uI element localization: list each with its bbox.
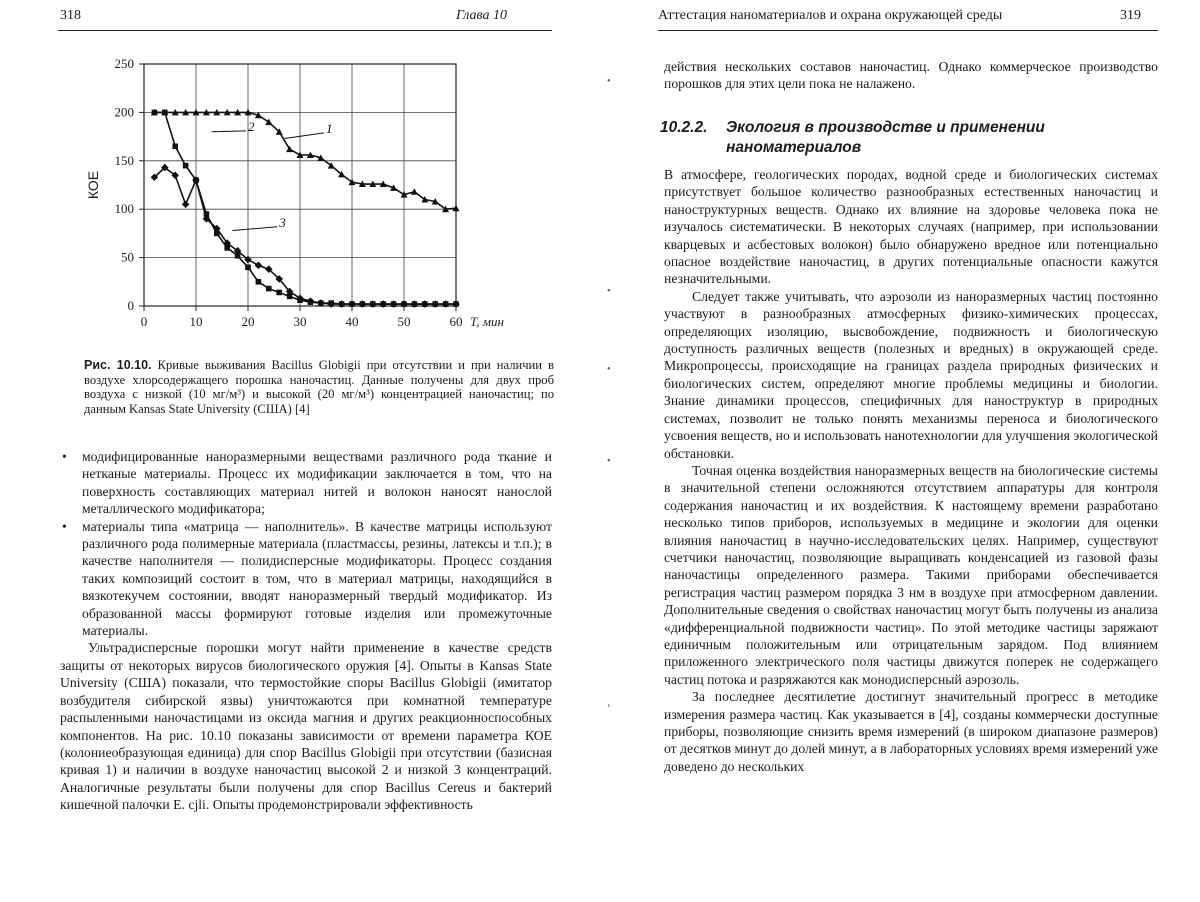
series-label-1: 1 xyxy=(326,120,333,136)
paragraph: В атмосфере, геологических породах, водной среде и биологических системах присутствует большое количество разнообразных естественных наночастиц и наноструктурных веществ. Однако их влияние на здоровье человека пока не изучалось систематически. В некоторых случаях (например, при использовании кварцевых и асбестовых волокон) было обнаружено вредное или потенциально опасное воздействие наночастиц, в других потенциальные опасности кажутся незначительными. xyxy=(664,167,1158,287)
paragraph: За последнее десятилетие достигнут значительный прогресс в методике измерения размера частиц. Как указывается в [4], созданы коммерчески доступные приборы, позволяющие снизить время измерений (в широком диапазоне размеров) от десятков минут до долей минут, а в лабораторных условиях время измерений уже доведено до нескольких xyxy=(664,689,1158,774)
data-point-series-2 xyxy=(245,264,251,270)
bullet-list xyxy=(60,448,552,639)
section-number: 10.2.2. xyxy=(660,119,708,136)
y-tick-label: 50 xyxy=(121,249,134,265)
right-intro xyxy=(664,58,1158,93)
y-tick-label: 200 xyxy=(114,104,134,120)
data-point-series-1 xyxy=(286,146,293,153)
header-rule-right xyxy=(658,30,1158,31)
page-number-right: 319 xyxy=(1120,8,1141,23)
right-body xyxy=(664,166,1158,775)
series-label-3: 3 xyxy=(279,214,286,230)
paragraph: Точная оценка воздействия наноразмерных веществ на биологические системы в значительной степени осложняются отсутствием аппаратуры для контроля содержания наночастиц и их воздействия. К настоящему времени разработано несколько типов приборов, используемых в медицине и экологии для оценки влияния наночастиц в научно-исследовательских целях. Например, существуют счетчики наночастиц, позволяющие выращивать конденсацией из газовой фазы наночастицы определенного размера. Такими приборами обеспечивается регистрация частиц размером порядка 3 нм в воздухе при атмосферном давлении. Дополнительные сведения о свойствах наночастиц могут быть получены из анализа «дифференциальной подвижности частиц». По этой методике частицы заряжают единичным положительным или отрицательным зарядом. Под влиянием приложенного электрического поля частицы движутся поперек не содержащего частиц потока и разряжаются как монодисперсный аэрозоль. xyxy=(664,462,1158,687)
series-leader-3 xyxy=(232,227,277,231)
y-tick-label: 150 xyxy=(114,152,134,168)
running-head-right: Аттестация наноматериалов и охрана окружающей среды xyxy=(658,8,1003,23)
paragraph: Следует также учитывать, что аэрозоли из наноразмерных частиц постоянно участвуют в разнообразных атмосферных физико-химических процессах, определяющих изоляцию, высвобождение, подвижность и биологическую доступность различных веществ (полезных и вредных) в окружающей среде. Микропроцессы, происходящие на границах раздела природных физических и биологических систем, определяют многие проблемы медицины и биологии. Знание динамики процессов, специфичных для наноструктур в природных системах, позволит не только понять механизмы переноса и биологического усвоения веществ, но и использовать нанотехнологии для улучшения экологической обстановки. xyxy=(664,288,1158,461)
x-tick-label: 50 xyxy=(397,314,411,329)
figure-label: Рис. 10.10. xyxy=(84,358,152,372)
gutter-dot: • xyxy=(607,286,611,297)
survival-chart xyxy=(78,52,505,342)
page-number-left: 318 xyxy=(60,8,81,23)
x-tick-label: 20 xyxy=(241,314,255,329)
running-head-left: Глава 10 xyxy=(456,8,507,23)
figure-caption xyxy=(84,358,554,416)
data-point-series-2 xyxy=(256,279,262,285)
x-tick-label: 30 xyxy=(293,314,307,329)
gutter-dot: • xyxy=(607,364,611,375)
x-tick-label: 60 xyxy=(449,314,463,329)
data-point-series-1 xyxy=(411,188,418,195)
left-body xyxy=(60,448,552,814)
list-item: • модифицированные наноразмерными веществами различного рода ткание и нетканые материалы. Процесс их модификации заключается в том, что на поверхность составляющих материал нитей и волокон наносят нанослой металлического модификатора; xyxy=(62,449,552,517)
y-tick-label: 0 xyxy=(127,298,134,313)
gutter-dot: › xyxy=(607,700,611,711)
data-point-series-2 xyxy=(162,110,168,116)
paragraph: Ультрадисперсные порошки могут найти применение в качестве средств защиты от некоторых вирусов биологического оружия [4]. Опыты в Kansas State University (США) показали, что термостойкие споры Bacillus Globigii (имитатор возбудителя сибирской язвы) уничтожаются при комнатной температуре распыленными наночастицами из оксида магния и других реакционноспособных компонентов. На рис. 10.10 показаны зависимости от времени параметра КОЕ (колониеобразующая единица) для спор Bacillus Globigii при отсутствии (базисная кривая 1) и наличии в воздухе наночастиц высокой 2 и низкой 3 концентраций. Аналогичные результаты были получены для спор Bacillus Cereus и бактерий кишечной палочки E. cjli. Опыты продемонстрировали эффективность xyxy=(60,640,552,813)
y-tick-label: 100 xyxy=(114,201,134,217)
series-label-2: 2 xyxy=(248,118,255,134)
data-point-series-3 xyxy=(182,201,190,209)
series-line-2 xyxy=(154,112,456,304)
series-line-3 xyxy=(154,168,456,304)
x-tick-label: 40 xyxy=(345,314,359,329)
gutter-dot: • xyxy=(607,76,611,87)
section-title-line2: наноматериалов xyxy=(726,139,862,156)
gutter-dot: • xyxy=(607,456,611,467)
figure-caption-text: Кривые выживания Bacillus Globigii при отсутствии и при наличии в воздухе хлорсодержащего порошка наночастиц. Данные получены для двух проб воздуха с низкой (10 мг/м³) и высокой (20 мг/м³) концентрацией наночастиц; по данным Kansas State University (США) [4] xyxy=(84,358,554,416)
y-tick-label: 250 xyxy=(114,56,134,71)
data-point-series-2 xyxy=(172,143,178,149)
list-item: • материалы типа «матрица — наполнитель». В качестве матрицы используют различного рода полимерные материала (пластмассы, резины, латексы и т.п.); в качестве наполнителя — полидисперсные модификаторы. Процесс создания таких композиций состоит в том, что в материал матрицы, находящийся в вязкотекучем состоянии, вводят наноразмерный твердый модификатор. Из образованной массы формируют готовые изделия или промежуточные материалы. xyxy=(62,518,552,639)
data-point-series-2 xyxy=(183,163,189,169)
data-point-series-3 xyxy=(255,262,263,270)
series-leader-2 xyxy=(212,131,246,132)
data-point-series-2 xyxy=(276,290,282,296)
header-rule-left xyxy=(58,30,552,31)
x-tick-label: 0 xyxy=(140,314,148,329)
data-point-series-2 xyxy=(266,286,272,292)
y-axis-label: КОЕ xyxy=(85,170,101,200)
intro-paragraph: действия нескольких составов наночастиц. Однако коммерческое производство порошков для этих цели пока не налажено. xyxy=(664,59,1158,92)
section-title-line1: Экология в производстве и применении xyxy=(726,119,1045,136)
series-leader-1 xyxy=(284,133,324,139)
section-heading xyxy=(660,118,1160,158)
data-point-series-2 xyxy=(152,110,158,116)
x-tick-label: 10 xyxy=(189,314,203,329)
x-axis-label: T, мин xyxy=(470,314,505,329)
